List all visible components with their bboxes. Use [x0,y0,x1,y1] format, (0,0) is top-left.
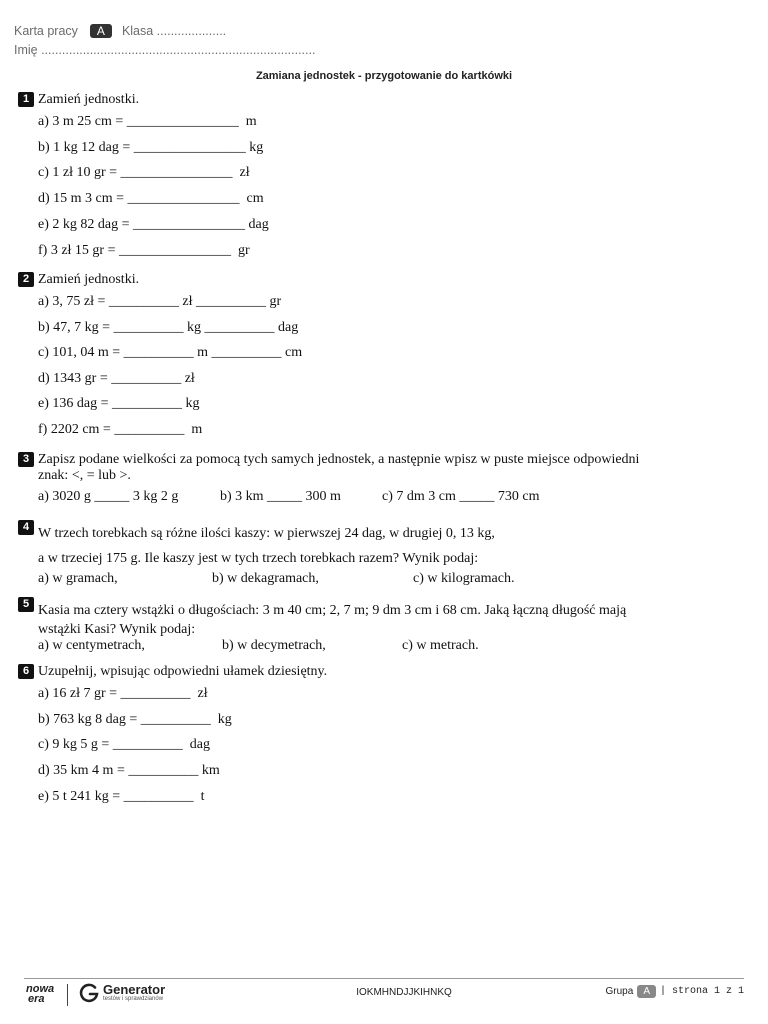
task-prompt: W trzech torebkach są różne ilości kaszy: w pierwszej 24 dag, w drugiej 0, 13 kg, [38,526,495,541]
name-field: Imię ............................................................................... [14,43,316,57]
task-1-line-a: a) 3 m 25 cm = ________________ m [38,114,257,129]
footer-divider [24,978,744,979]
class-field: Klasa .................... [121,24,227,38]
task-number: 4 [18,520,34,535]
task-5-prompt-continued: wstążki Kasi? Wynik podaj: [38,622,196,637]
group-label: Grupa [605,986,634,997]
task-4-prompt-continued: a w trzeciej 175 g. Ile kaszy jest w tych trzech torebkach razem? Wynik podaj: [38,551,479,566]
task-3-item-c: c) 7 dm 3 cm _____ 730 cm [382,489,540,504]
generator-subtitle: testów i sprawdzianów [103,996,164,1002]
task-prompt: Zamień jednostki. [38,272,140,287]
task-4-item-b: b) w dekagramach, [212,571,319,586]
task-prompt: Zapisz podane wielkości za pomocą tych samych jednostek, a następnie wpisz w puste miejsce odpowiedni znak: <, = lub >. [38,452,640,483]
logo-line-2: era [28,993,45,1005]
group-badge: A [90,24,112,38]
task-5-item-a: a) w centymetrach, [38,638,145,653]
task-2-heading [18,272,139,288]
task-4-item-a: a) w gramach, [38,571,118,586]
task-1-line-c: c) 1 zł 10 gr = ________________ zł [38,165,250,180]
task-6-line-e: e) 5 t 241 kg = __________ t [38,789,205,804]
task-1-line-d: d) 15 m 3 cm = ________________ cm [38,191,264,206]
task-3-item-a: a) 3020 g _____ 3 kg 2 g [38,489,179,504]
task-1-line-e: e) 2 kg 82 dag = ________________ dag [38,217,269,232]
task-prompt: Zamień jednostki. [38,92,140,107]
header-worksheet-line [14,24,226,38]
task-6-heading [18,664,327,680]
task-3-heading [18,452,658,484]
page-info [606,985,744,998]
task-5-item-c: c) w metrach. [402,638,479,653]
task-2-line-e: e) 136 dag = __________ kg [38,396,200,411]
task-6-line-c: c) 9 kg 5 g = __________ dag [38,737,210,752]
task-prompt: Uzupełnij, wpisując odpowiedni ułamek dziesiętny. [38,664,328,679]
task-3-item-b: b) 3 km _____ 300 m [220,489,341,504]
task-4-heading [18,520,495,542]
task-1-line-f: f) 3 zł 15 gr = ________________ gr [38,243,250,258]
task-6-line-a: a) 16 zł 7 gr = __________ zł [38,686,208,701]
task-6-line-d: d) 35 km 4 m = __________ km [38,763,220,778]
task-5-item-b: b) w decymetrach, [222,638,326,653]
worksheet-label: Karta pracy [14,24,78,38]
task-number: 3 [18,452,34,467]
task-number: 1 [18,92,34,107]
task-number: 6 [18,664,34,679]
task-prompt: Kasia ma cztery wstążki o długościach: 3 m 40 cm; 2, 7 m; 9 dm 3 cm i 68 cm. Jaką łączną długość mają [38,603,627,618]
footer-group-badge: A [637,985,656,998]
task-2-line-c: c) 101, 04 m = __________ m __________ cm [38,345,303,360]
task-6-line-b: b) 763 kg 8 dag = __________ kg [38,712,232,727]
task-1-line-b: b) 1 kg 12 dag = ________________ kg [38,140,264,155]
task-2-line-a: a) 3, 75 zł = __________ zł __________ gr [38,294,282,309]
task-1-heading [18,92,139,108]
task-2-line-f: f) 2202 cm = __________ m [38,422,203,437]
page-title: Zamiana jednostek - przygotowanie do kartkówki [255,70,513,82]
page-number: | strona 1 z 1 [659,986,744,997]
logo-line-1: nowa [26,983,55,995]
task-2-line-d: d) 1343 gr = __________ zł [38,371,195,386]
task-4-item-c: c) w kilogramach. [413,571,515,586]
generator-title: Generator [103,982,166,997]
document-code: IOKMHNDJJKIHNKQ [356,987,452,998]
task-5-heading [18,597,626,619]
task-2-line-b: b) 47, 7 kg = __________ kg __________ dag [38,320,299,335]
task-number: 5 [18,597,34,612]
task-number: 2 [18,272,34,287]
